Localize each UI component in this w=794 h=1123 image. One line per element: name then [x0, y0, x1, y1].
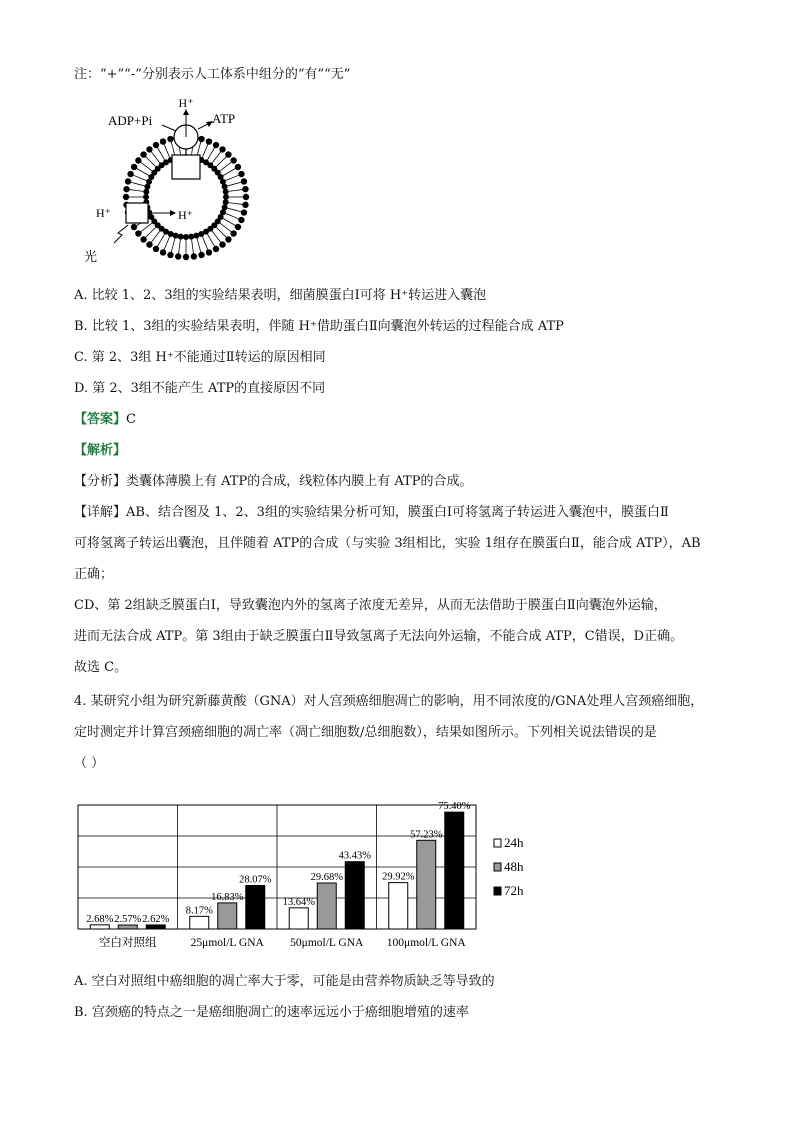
lipid-tail: [131, 182, 138, 184]
lipid-head-outer: [235, 224, 241, 230]
lipid-tail: [179, 147, 180, 154]
detail-line-2: 可将氢离子转运出囊泡，且伴随着 ATP的合成（与实验 3组相比，实验 1组存在膜蛋白Ⅱ，能合成 ATP），AB: [74, 536, 701, 551]
lipid-head-outer: [235, 164, 241, 170]
lipid-tail: [192, 147, 193, 154]
lipid-tail: [197, 239, 199, 246]
lipid-tail: [167, 151, 170, 157]
lipid-tail: [192, 240, 193, 247]
h-plus-left-label: H⁺: [96, 206, 111, 220]
category-label: 空白对照组: [99, 935, 157, 949]
bar-24h-0: [90, 925, 109, 929]
lipid-head-outer: [135, 157, 141, 163]
data-label: 16.83%: [211, 891, 244, 903]
lipid-tail: [208, 154, 212, 160]
question-4-line-1: 4. 某研究小组为研究新藤黄酸（GNA）对人宫颈癌细胞凋亡的影响，用不同浓度的/GNA处理人宫颈癌细胞，: [74, 694, 704, 709]
lipid-tail: [226, 213, 232, 216]
lipid-tail: [226, 178, 232, 181]
analysis-line: 【分析】类囊体薄膜上有 ATP的合成，线粒体内膜上有 ATP的合成。: [74, 474, 473, 489]
lipid-tail: [164, 243, 167, 249]
lipid-tail: [161, 154, 165, 160]
lipid-head-outer: [219, 241, 225, 247]
lipid-head-outer: [198, 136, 204, 142]
answer-line: [74, 411, 136, 429]
lipid-tail: [161, 234, 165, 240]
detail-line-5: 进而无法合成 ATP。第 3组由于缺乏膜蛋白Ⅱ导致氢离子无法向外运输，不能合成 ATP，C错误，D正确。: [74, 629, 684, 644]
bar-48h-2: [317, 883, 336, 929]
h-plus-top-label: H⁺: [178, 96, 194, 110]
lipid-head-outer: [238, 217, 244, 223]
lipid-tail: [205, 243, 208, 249]
lipid-tail: [226, 162, 232, 166]
bar-72h-3: [445, 812, 464, 929]
option-b: B. 比较 1、3组的实验结果表明，伴随 H⁺借助蛋白Ⅱ向囊泡外转运的过程能合成 ATP: [74, 319, 564, 334]
lipid-tail: [216, 162, 221, 167]
lipid-head-inner: [143, 189, 149, 195]
lipid-tail: [167, 237, 170, 243]
lipid-head-outer: [153, 142, 159, 148]
lipid-head-outer: [131, 224, 137, 230]
lipid-tail: [158, 240, 162, 246]
lipid-head-inner: [223, 189, 229, 195]
option-4a: A. 空白对照组中癌细胞的凋亡率大于零，可能是由营养物质缺乏等导致的: [74, 974, 495, 989]
lipid-head-outer: [230, 157, 236, 163]
lipid-tail: [232, 216, 238, 219]
lipid-tail: [136, 190, 143, 191]
lipid-tail: [146, 223, 152, 227]
lipid-head-outer: [238, 171, 244, 177]
lipid-tail: [229, 203, 236, 204]
lipid-tail: [220, 167, 226, 171]
lipid-head-outer: [191, 253, 197, 259]
lipid-head-outer: [241, 178, 247, 184]
bar-72h-0: [146, 925, 165, 929]
lipid-tail: [202, 151, 205, 157]
lipid-tail: [140, 178, 146, 181]
lipid-tail: [212, 157, 216, 163]
lipid-head-outer: [175, 253, 181, 259]
adp-pi-label: ADP+Pi: [108, 113, 153, 128]
lipid-tail: [138, 184, 145, 186]
lipid-head-outer: [230, 230, 236, 236]
lipid-tail: [232, 175, 238, 178]
lipid-head-inner: [178, 234, 184, 240]
lipid-tail: [133, 175, 139, 178]
lipid-head-outer: [167, 252, 173, 258]
lipid-head-outer: [153, 246, 159, 252]
lipid-head-inner: [193, 233, 199, 239]
protein-ii-stalk: [172, 155, 200, 179]
bar-24h-2: [289, 908, 308, 929]
lipid-tail: [216, 237, 220, 243]
lightning-icon: [114, 225, 128, 243]
lipid-tail: [137, 169, 143, 173]
lipid-head-outer: [135, 230, 141, 236]
protein-i-box: [126, 203, 148, 223]
bar-24h-3: [389, 883, 408, 929]
question-4-line-2: 定时测定并计算宫颈癌细胞的凋亡率（凋亡细胞数/总细胞数），结果如图所示。下列相关说法错误的是: [74, 725, 657, 740]
lipid-head-outer: [242, 202, 248, 208]
lipid-tail: [228, 184, 235, 186]
lipid-tail: [234, 210, 241, 212]
legend-swatch-24h: [494, 839, 501, 847]
lipid-tail: [156, 231, 160, 237]
lipid-head-outer: [183, 254, 189, 260]
lipid-head-outer: [206, 249, 212, 255]
lipid-tail: [146, 232, 151, 237]
atp-label: ATP: [212, 111, 236, 126]
lipid-head-outer: [160, 138, 166, 144]
lipid-tail: [158, 148, 162, 154]
bar-24h-1: [190, 916, 209, 929]
option-4b: B. 宫颈癌的特点之一是癌细胞凋亡的速率远远小于癌细胞增殖的速率: [74, 1005, 469, 1020]
lipid-tail: [211, 240, 215, 246]
lipid-tail: [156, 157, 160, 163]
lipid-head-outer: [213, 246, 219, 252]
legend-label: 72h: [504, 883, 524, 898]
lipid-tail: [193, 247, 194, 254]
lipid-tail: [234, 182, 241, 184]
vesicle-diagram: [84, 95, 260, 270]
bar-72h-1: [246, 885, 265, 929]
lipid-tail: [221, 232, 226, 237]
answer-value: C: [126, 412, 136, 427]
lipid-tail: [171, 245, 173, 252]
data-label: 43.43%: [338, 850, 371, 862]
lipid-tail: [151, 237, 155, 243]
lipid-head-inner: [143, 194, 149, 200]
bar-48h-1: [218, 903, 237, 929]
lipid-head-inner: [223, 199, 229, 205]
lipid-tail: [205, 144, 208, 150]
light-label: 光: [84, 250, 98, 265]
lipid-head-outer: [123, 194, 129, 200]
bar-72h-2: [345, 862, 364, 929]
lipid-head-outer: [123, 186, 129, 192]
lipid-tail: [143, 172, 149, 176]
lipid-tail: [223, 172, 229, 176]
lipid-tail: [199, 245, 201, 252]
lipid-tail: [229, 190, 236, 191]
lipid-tail: [151, 162, 156, 167]
detail-line-4: CD、第 2组缺乏膜蛋白Ⅰ，导致囊泡内外的氢离子浓度无差异，从而无法借助于膜蛋白Ⅱ向囊泡外运输，: [74, 598, 667, 613]
lipid-tail: [211, 148, 215, 154]
lipid-tail: [129, 190, 136, 191]
data-label: 29.68%: [310, 871, 343, 883]
question-4-line-3: （ ）: [74, 756, 105, 771]
lipid-head-outer: [242, 186, 248, 192]
lipid-tail: [229, 169, 235, 173]
lipid-tail: [236, 204, 243, 205]
lipid-tail: [179, 247, 180, 254]
lipid-head-outer: [146, 146, 152, 152]
category-label: 100μmol/L GNA: [386, 937, 466, 949]
lipid-tail: [226, 227, 232, 231]
category-label: 50μmol/L GNA: [290, 937, 364, 949]
lipid-tail: [146, 167, 152, 171]
lipid-tail: [216, 152, 220, 158]
lipid-tail: [236, 190, 243, 191]
lipid-tail: [229, 222, 235, 226]
data-label: 29.92%: [382, 871, 415, 883]
data-label: 2.68%: [86, 913, 114, 925]
data-label: 57.23%: [410, 829, 443, 841]
lipid-tail: [199, 142, 201, 149]
lipid-tail: [212, 231, 216, 237]
lipid-head-outer: [243, 194, 249, 200]
lipid-head-outer: [160, 249, 166, 255]
lipid-tail: [151, 227, 156, 232]
option-a: A. 比较 1、2、3组的实验结果表明，细菌膜蛋白Ⅰ可将 H⁺转运进入囊泡: [74, 288, 487, 303]
option-c: C. 第 2、3组 H⁺不能通过Ⅱ转运的原因相同: [74, 350, 326, 365]
lipid-head-outer: [127, 171, 133, 177]
lipid-head-inner: [183, 234, 189, 240]
lipid-tail: [173, 239, 175, 246]
lipid-tail: [146, 157, 151, 162]
lipid-tail: [141, 227, 147, 231]
answer-tag: 【答案】: [74, 412, 127, 427]
data-label: 28.07%: [239, 874, 272, 886]
lipid-head-outer: [125, 178, 131, 184]
lipid-head-outer: [219, 146, 225, 152]
lipid-tail: [171, 142, 173, 149]
lipid-head-outer: [198, 252, 204, 258]
lipid-tail: [216, 227, 221, 232]
lipid-tail: [202, 237, 205, 243]
lipid-head-outer: [167, 136, 173, 142]
detail-line-3: 正确；: [74, 567, 114, 582]
lipid-tail: [179, 240, 180, 247]
data-label: 75.40%: [438, 801, 471, 813]
lipid-head-inner: [222, 184, 228, 190]
data-label: 2.62%: [142, 913, 170, 925]
legend-label: 24h: [504, 835, 524, 850]
h-plus-inner-label: H⁺: [178, 208, 193, 222]
data-label: 13.64%: [282, 896, 315, 908]
lipid-head-inner: [223, 194, 229, 200]
lipid-tail: [151, 152, 155, 158]
lipid-tail: [220, 223, 226, 227]
bar-48h-3: [417, 840, 436, 929]
analysis-tag: 【解析】: [74, 443, 127, 458]
lipid-head-outer: [206, 138, 212, 144]
lipid-head-outer: [241, 209, 247, 215]
data-label: 8.17%: [185, 905, 213, 917]
apoptosis-bar-chart: [74, 785, 524, 955]
table-note: 注：“+”“-”分别表示人工体系中组分的“有”“无”: [74, 67, 351, 82]
detail-line-1: 【详解】AB、结合图及 1、2、3组的实验结果分析可知，膜蛋白Ⅰ可将氢离子转运进入囊泡中，膜蛋白Ⅱ: [74, 505, 669, 520]
legend-swatch-72h: [494, 887, 501, 895]
lipid-tail: [208, 234, 212, 240]
lipid-tail: [221, 157, 226, 162]
detail-line-6: 故选 C。: [74, 660, 128, 675]
lipid-head-inner: [188, 234, 194, 240]
lipid-head-outer: [213, 142, 219, 148]
lipid-tail: [141, 162, 147, 166]
lipid-head-outer: [146, 241, 152, 247]
lipid-tail: [223, 219, 229, 223]
lipid-head-outer: [131, 164, 137, 170]
lipid-tail: [228, 208, 235, 210]
legend-swatch-48h: [494, 863, 501, 871]
bar-48h-0: [118, 925, 137, 929]
legend-label: 48h: [504, 859, 524, 874]
data-label: 2.57%: [114, 914, 142, 926]
lipid-tail: [164, 144, 167, 150]
category-label: 25μmol/L GNA: [190, 937, 264, 949]
option-d: D. 第 2、3组不能产生 ATP的直接原因不同: [74, 381, 326, 396]
